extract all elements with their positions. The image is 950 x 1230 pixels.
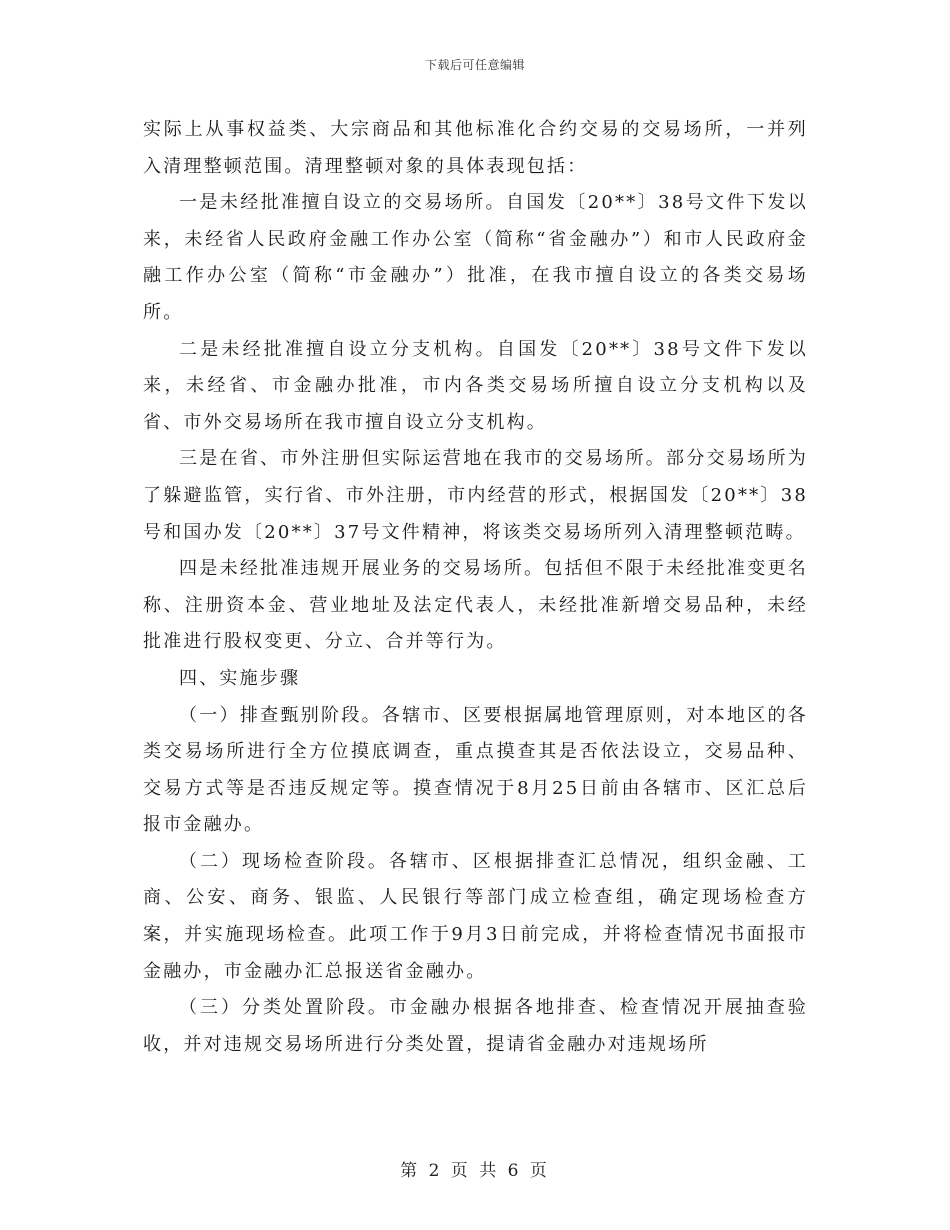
paragraph-step-one: （一）排查甄别阶段。各辖市、区要根据属地管理原则，对本地区的各类交易场所进行全方位摸底调查，重点摸查其是否依法设立，交易品种、交易方式等是否违反规定等。摸查情况于8月25日前由各辖市、区汇总后报市金融办。 bbox=[143, 704, 808, 836]
paragraph-step-three: （三）分类处置阶段。市金融办根据各地排查、检查情况开展抽查验收，并对违规交易场所进行分类处置，提请省金融办对违规场所 bbox=[143, 997, 808, 1055]
paragraph-item-three: 三是在省、市外注册但实际运营地在我市的交易场所。部分交易场所为了躲避监管，实行省、市外注册，市内经营的形式，根据国发〔20**〕38号和国办发〔20**〕37号文件精神，将该类交易场所列入清理整顿范畴。 bbox=[143, 448, 808, 543]
page-number-footer: 第 2 页 共 6 页 bbox=[400, 1161, 550, 1181]
paragraph-step-two: （二）现场检查阶段。各辖市、区根据排查汇总情况，组织金融、工商、公安、商务、银监、人民银行等部门成立检查组，确定现场检查方案，并实施现场检查。此项工作于9月3日前完成，并将检查情况书面报市金融办，市金融办汇总报送省金融办。 bbox=[143, 850, 808, 982]
section-heading-implementation-steps: 四、实施步骤 bbox=[179, 667, 301, 689]
paragraph-item-two: 二是未经批准擅自设立分支机构。自国发〔20**〕38号文件下发以来，未经省、市金融办批准，市内各类交易场所擅自设立分支机构以及省、市外交易场所在我市擅自设立分支机构。 bbox=[143, 338, 808, 433]
paragraph-item-four: 四是未经批准违规开展业务的交易场所。包括但不限于未经批准变更名称、注册资本金、营业地址及法定代表人，未经批准新增交易品种，未经批准进行股权变更、分立、合并等行为。 bbox=[143, 558, 808, 653]
paragraph-item-one: 一是未经批准擅自设立的交易场所。自国发〔20**〕38号文件下发以来，未经省人民政府金融工作办公室（简称“省金融办”）和市人民政府金融工作办公室（简称“市金融办”）批准，在我市擅自设立的各类交易场所。 bbox=[143, 192, 808, 323]
paragraph-scope-continuation: 实际上从事权益类、大宗商品和其他标准化合约交易的交易场所，一并列入清理整顿范围。清理整顿对象的具体表现包括： bbox=[143, 119, 808, 177]
document-body bbox=[143, 112, 808, 1063]
page-header: 下载后可任意编辑 bbox=[424, 58, 525, 72]
